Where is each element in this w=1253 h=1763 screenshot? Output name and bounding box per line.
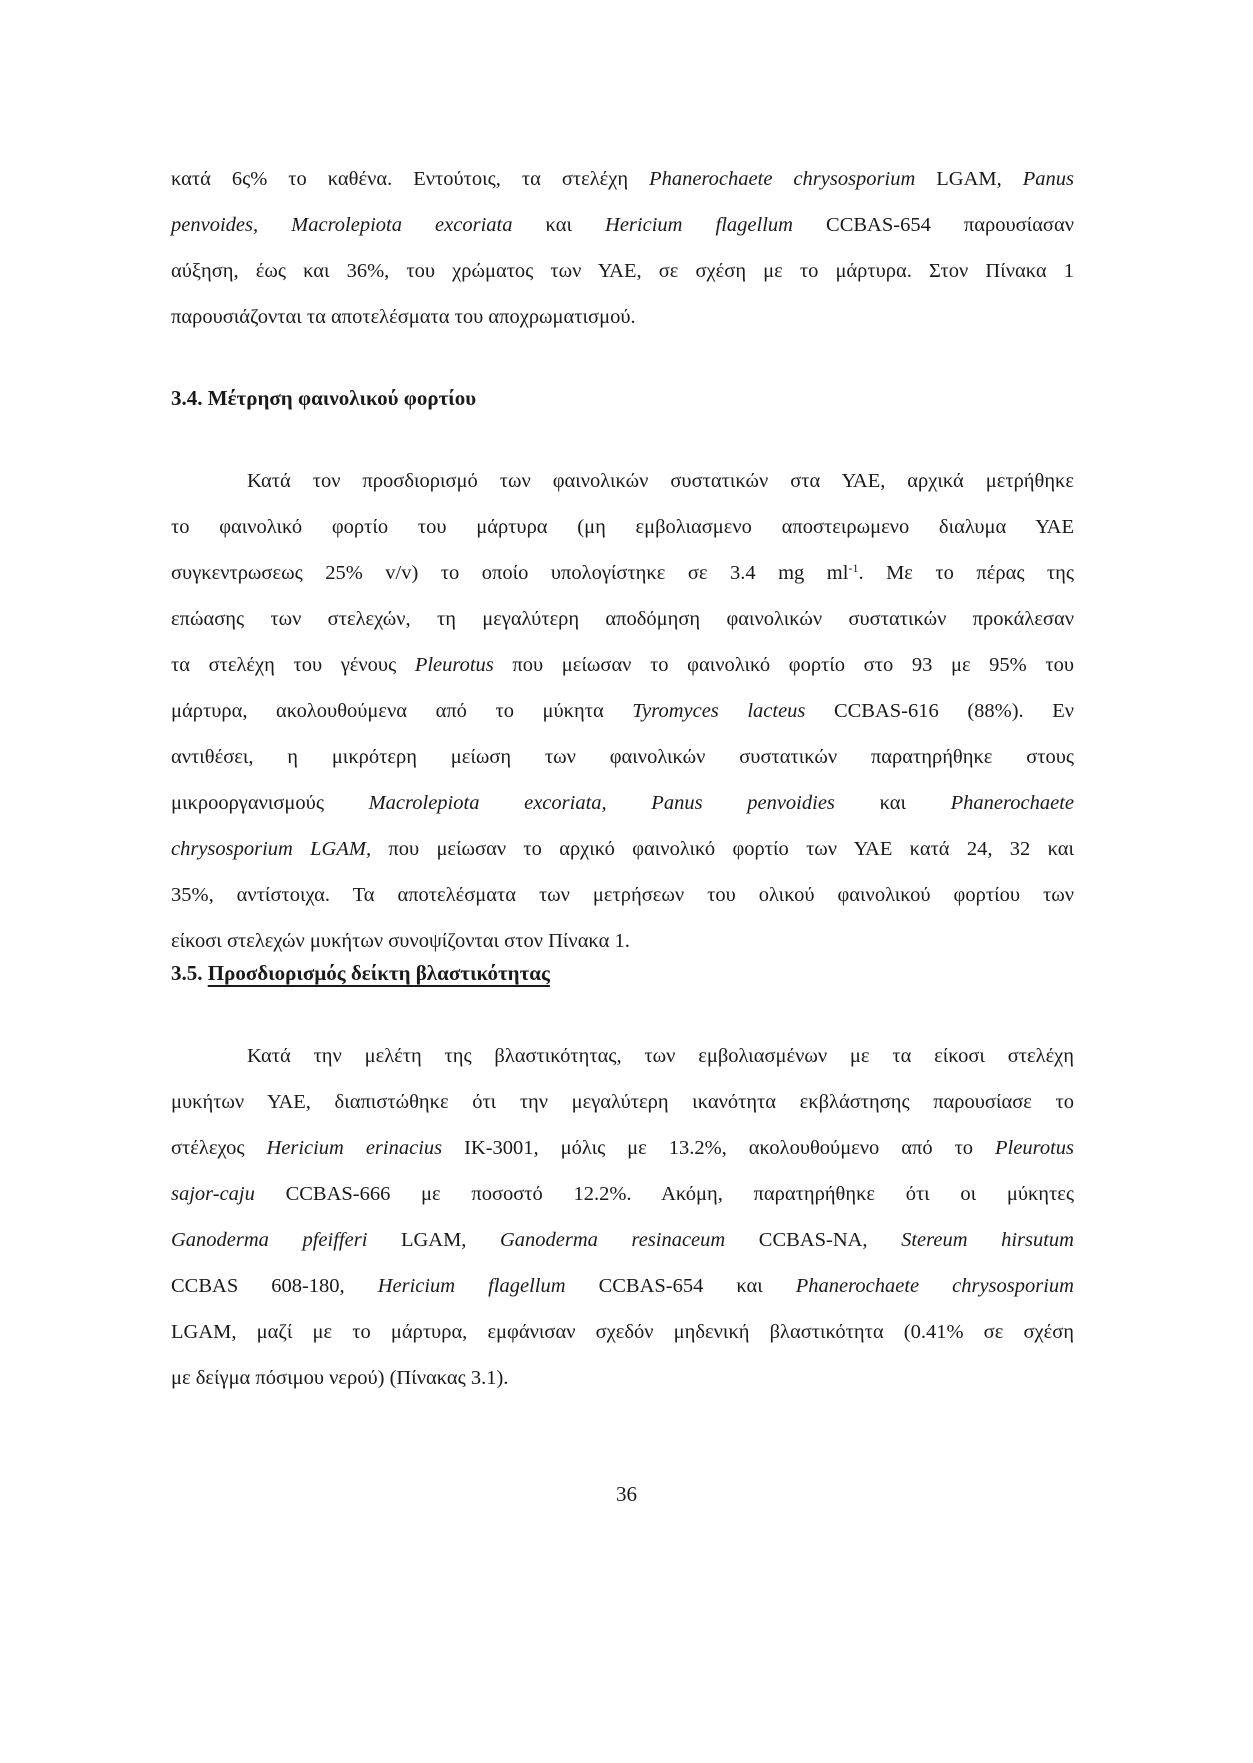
- text-line: το φαινολικό φορτίο του μάρτυρα (μη εμβολιασμενο αποστειρωμενο διαλυμα ΥΑΕ: [171, 516, 1074, 538]
- section-number: 3.4.: [171, 386, 203, 410]
- text-line: επώασης των στελεχών, τη μεγαλύτερη αποδόμηση φαινολικών συστατικών προκάλεσαν: [171, 608, 1074, 630]
- text-line: penvoides, Macrolepiota excoriata και Hericium flagellum CCBAS-654 παρουσίασαν: [171, 214, 1074, 236]
- text-line: συγκεντρωσεως 25% v/v) το οποίο υπολογίστηκε σε 3.4 mg $ml^{-1}$. Με το πέρας της: [171, 561, 1075, 584]
- text-line: chrysosporium LGAM, που μείωσαν το αρχικό φαινολικό φορτίο των ΥΑΕ κατά 24, 32 και: [171, 838, 1074, 860]
- paragraph-germination-index: [171, 1033, 1074, 1401]
- text-line: τα στελέχη του γένους Pleurotus που μείωσαν το φαινολικό φορτίο στο 93 με 95% του: [171, 654, 1075, 676]
- paragraph-phenolic-load: [171, 458, 1074, 964]
- text-line: 35%, αντίστοιχα. Τα αποτελέσματα των μετρήσεων του ολικού φαινολικού φορτίου των: [171, 884, 1074, 906]
- text-line: CCBAS 608-180, Hericium flagellum CCBAS-654 και Phanerochaete chrysosporium: [171, 1275, 1074, 1297]
- text-line: στέλεχος Hericium erinacius IK-3001, μόλις με 13.2%, ακολουθούμενο από το Pleurotus: [171, 1137, 1074, 1159]
- text-line: Κατά την μελέτη της βλαστικότητας, των εμβολιασμένων με τα είκοσι στελέχη: [247, 1045, 1074, 1067]
- text-line: κατά 6ς% το καθένα. Εντούτοις, τα στελέχη Phanerochaete chrysosporium LGAM, Panus: [171, 168, 1074, 190]
- section-heading-3-4: [171, 383, 476, 413]
- text-line: μυκήτων ΥΑΕ, διαπιστώθηκε ότι την μεγαλύτερη ικανότητα εκβλάστησης παρουσίασε το: [171, 1091, 1074, 1113]
- section-title: Προσδιορισμός δείκτη βλαστικότητας: [207, 961, 550, 985]
- text-line: Ganoderma pfeifferi LGAM, Ganoderma resinaceum CCBAS-NA, Stereum hirsutum: [171, 1229, 1074, 1251]
- text-line: μάρτυρα, ακολουθούμενα από το μύκητα Tyromyces lacteus CCBAS-616 (88%). Εν: [171, 700, 1075, 722]
- text-line: αύξηση, έως και 36%, του χρώματος των ΥΑΕ, σε σχέση με το μάρτυρα. Στον Πίνακα 1: [171, 260, 1074, 282]
- paragraph-decolorization-results: [171, 156, 1074, 340]
- section-heading-3-5: [171, 958, 550, 988]
- text-line: με δείγμα πόσιμου νερού) (Πίνακας 3.1).: [171, 1367, 509, 1389]
- text-line: παρουσιάζονται τα αποτελέσματα του αποχρωματισμού.: [171, 306, 636, 328]
- page-number: 36: [616, 1482, 637, 1506]
- text-line: sajor-caju CCBAS-666 με ποσοστό 12.2%. Ακόμη, παρατηρήθηκε ότι οι μύκητες: [171, 1183, 1074, 1205]
- section-title: Μέτρηση φαινολικού φορτίου: [207, 386, 477, 410]
- text-line: Κατά τον προσδιορισμό των φαινολικών συστατικών στα ΥΑΕ, αρχικά μετρήθηκε: [247, 470, 1074, 492]
- text-line: μικροοργανισμούς Macrolepiota excoriata, Panus penvoidies και Phanerochaete: [171, 792, 1074, 814]
- text-line: LGAM, μαζί με το μάρτυρα, εμφάνισαν σχεδόν μηδενική βλαστικότητα (0.41% σε σχέση: [171, 1321, 1074, 1343]
- text-line: αντιθέσει, η μικρότερη μείωση των φαινολικών συστατικών παρατηρήθηκε στους: [171, 746, 1074, 768]
- section-number: 3.5.: [171, 961, 203, 985]
- text-line: είκοσι στελεχών μυκήτων συνοψίζονται στον Πίνακα 1.: [171, 930, 630, 952]
